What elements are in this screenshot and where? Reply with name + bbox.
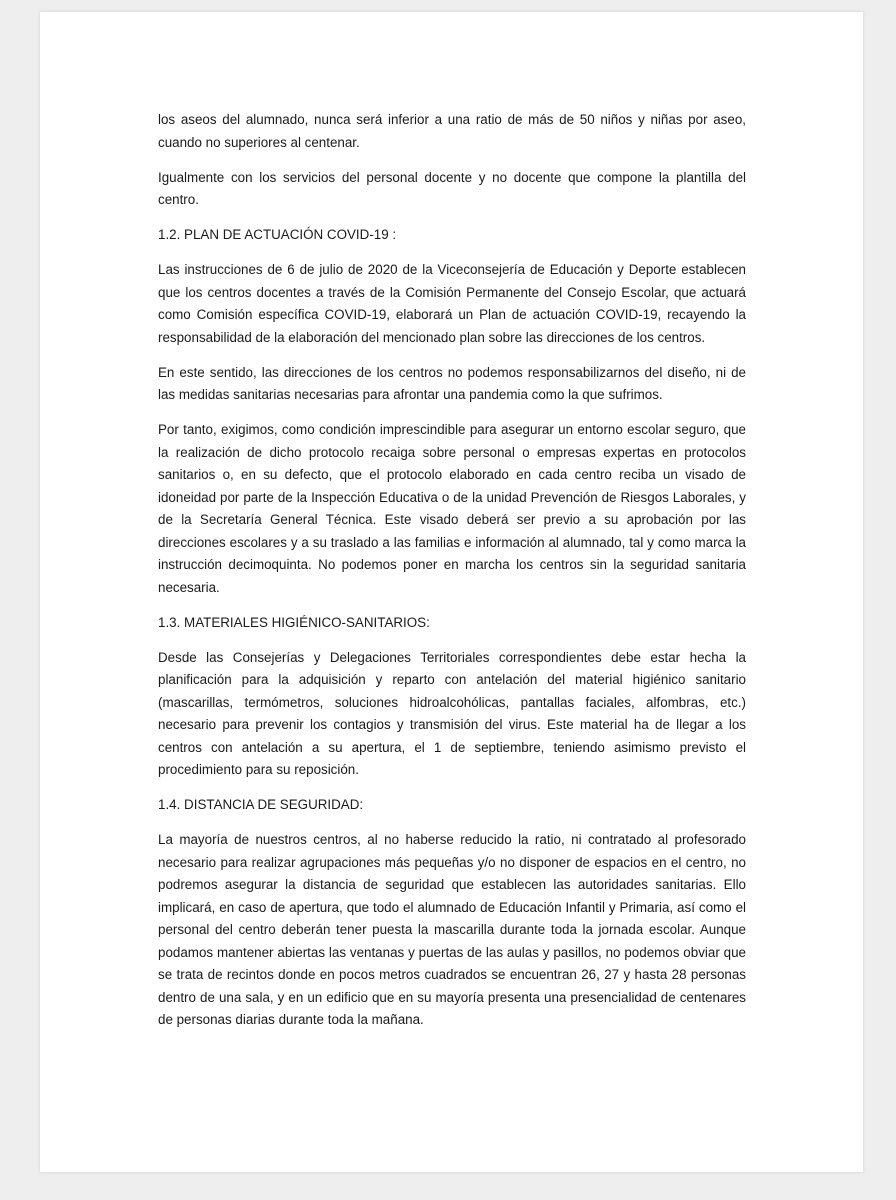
section-1-2-paragraph-2: En este sentido, las direcciones de los centros no podemos responsabilizarnos del diseño, ni de las medidas sanitarias necesarias para afrontar una pandemia como la que sufrimos.: [158, 364, 746, 402]
document-body: [158, 109, 746, 1044]
section-1-3-paragraph-1: Desde las Consejerías y Delegaciones Territoriales correspondientes debe estar hecha la planificación para la adquisición y reparto con antelación del material higiénico sanitario (mascarillas, termómetros, soluciones hidroalcohólicas, pantallas faciales, alfombras, etc.) necesario para prevenir los contagios y transmisión del virus. Este material ha de llegar a los centros con antelación a su apertura, el 1 de septiembre, teniendo asimismo previsto el procedimiento para su reposición.: [158, 649, 746, 777]
section-1-4-paragraph-1: La mayoría de nuestros centros, al no haberse reducido la ratio, ni contratado al profesorado necesario para realizar agrupaciones más pequeñas y/o no disponer de espacios en el centro, no podremos asegurar la distancia de seguridad que establecen las autoridades sanitarias. Ello implicará, en caso de apertura, que todo el alumnado de Educación Infantil y Primaria, así como el personal del centro deberán tener puesta la mascarilla durante toda la jornada escolar. Aunque podamos mantener abiertas las ventanas y puertas de las aulas y pasillos, no podemos obviar que se trata de recintos donde en pocos metros cuadrados se encuentran 26, 27 y hasta 28 personas dentro de una sala, y en un edificio que en su mayoría presenta una presencialidad de centenares de personas diarias durante toda la mañana.: [158, 832, 746, 1027]
section-1-2-paragraph-1: Las instrucciones de 6 de julio de 2020 de la Viceconsejería de Educación y Deporte establecen que los centros docentes a través de la Comisión Permanente del Consejo Escolar, que actuará como Comisión específica COVID-19, elaborará un Plan de actuación COVID-19, recayendo la responsabilidad de la elaboración del mencionado plan sobre las direcciones de los centros.: [158, 262, 746, 345]
document-page: [40, 12, 863, 1172]
section-heading-1-3: 1.3. MATERIALES HIGIÉNICO-SANITARIOS:: [158, 614, 430, 630]
section-heading-1-4: 1.4. DISTANCIA DE SEGURIDAD:: [158, 797, 364, 812]
section-heading-1-2: 1.2. PLAN DE ACTUACIÓN COVID-19 :: [158, 227, 397, 242]
paragraph-intro-2: Igualmente con los servicios del personal docente y no docente que compone la plantilla del centro.: [158, 169, 746, 207]
section-1-2-paragraph-3: Por tanto, exigimos, como condición imprescindible para asegurar un entorno escolar seguro, que la realización de dicho protocolo recaiga sobre personal o empresas expertas en protocolos sanitarios o, en su defecto, que el protocolo elaborado en cada centro reciba un visado de idoneidad por parte de la Inspección Educativa o de la unidad Prevención de Riesgos Laborales, y de la Secretaría General Técnica. Este visado deberá ser previo a su aprobación por las direcciones escolares y a su traslado a las familias e información al alumnado, tal y como marca la instrucción decimoquinta. No podemos poner en marcha los centros sin la seguridad sanitaria necesaria.: [158, 422, 746, 595]
paragraph-intro-1: los aseos del alumnado, nunca será inferior a una ratio de más de 50 niños y niñas por aseo, cuando no superiores al centenar.: [158, 112, 746, 150]
